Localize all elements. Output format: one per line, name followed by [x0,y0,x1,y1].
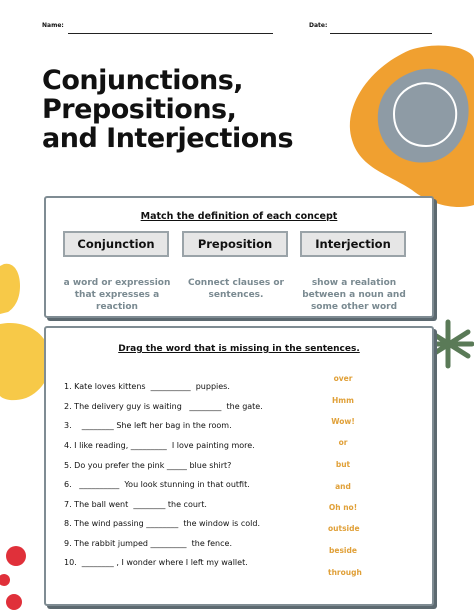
concept-box-conjunction[interactable]: Conjunction [63,231,169,257]
sentence-1[interactable]: 1. Kate loves kittens __________ puppies. [64,382,230,391]
definition-1[interactable]: a word or expression that expresses a reaction [63,278,171,312]
date-line[interactable] [330,33,432,34]
red-dots-decoration [0,540,40,611]
word-outside[interactable]: outside [328,524,360,533]
sentence-2[interactable]: 2. The delivery guy is waiting ________ the gate. [64,402,263,411]
name-label: Name: [42,22,64,29]
date-label: Date: [309,22,328,29]
sentence-10[interactable]: 10. ________ , I wonder where I left my wallet. [64,558,248,567]
sentence-4[interactable]: 4. I like reading, _________ I love painting more. [64,441,255,450]
orange-blob-decoration [340,40,474,210]
word-over[interactable]: over [333,374,353,383]
name-line[interactable] [68,33,273,34]
concept-box-interjection[interactable]: Interjection [300,231,406,257]
definition-2[interactable]: Connect clauses or sentences. [188,278,284,300]
sentence-7[interactable]: 7. The ball went ________ the court. [64,500,207,509]
definition-3[interactable]: show a realation between a noun and some other word [302,278,406,312]
word-hmm[interactable]: Hmm [332,396,354,405]
word-wow[interactable]: Wow! [331,417,355,426]
title-line-3: and Interjections [42,123,294,154]
sentences-heading: Drag the word that is missing in the sentences. [118,344,360,354]
word-and[interactable]: and [335,482,351,491]
sentence-9[interactable]: 9. The rabbit jumped _________ the fence. [64,539,232,548]
sentence-3[interactable]: 3. ________ She left her bag in the room. [64,421,232,430]
word-through[interactable]: through [328,568,362,577]
sentence-8[interactable]: 8. The wind passing ________ the window is cold. [64,519,261,528]
sentence-5[interactable]: 5. Do you prefer the pink _____ blue shirt? [64,461,232,470]
match-heading: Match the definition of each concept [140,211,338,222]
word-but[interactable]: but [335,460,351,469]
title-line-1: Conjunctions, [42,65,244,96]
word-oh-no[interactable]: Oh no! [328,503,358,512]
match-panel [44,196,434,318]
title-line-2: Prepositions, [42,94,237,125]
word-beside[interactable]: beside [329,546,357,555]
page-title [42,66,342,153]
concept-box-preposition[interactable]: Preposition [182,231,288,257]
sentence-6[interactable]: 6. __________ You look stunning in that outfit. [64,480,250,489]
word-or[interactable]: or [338,438,348,447]
sentences-panel [44,326,434,606]
